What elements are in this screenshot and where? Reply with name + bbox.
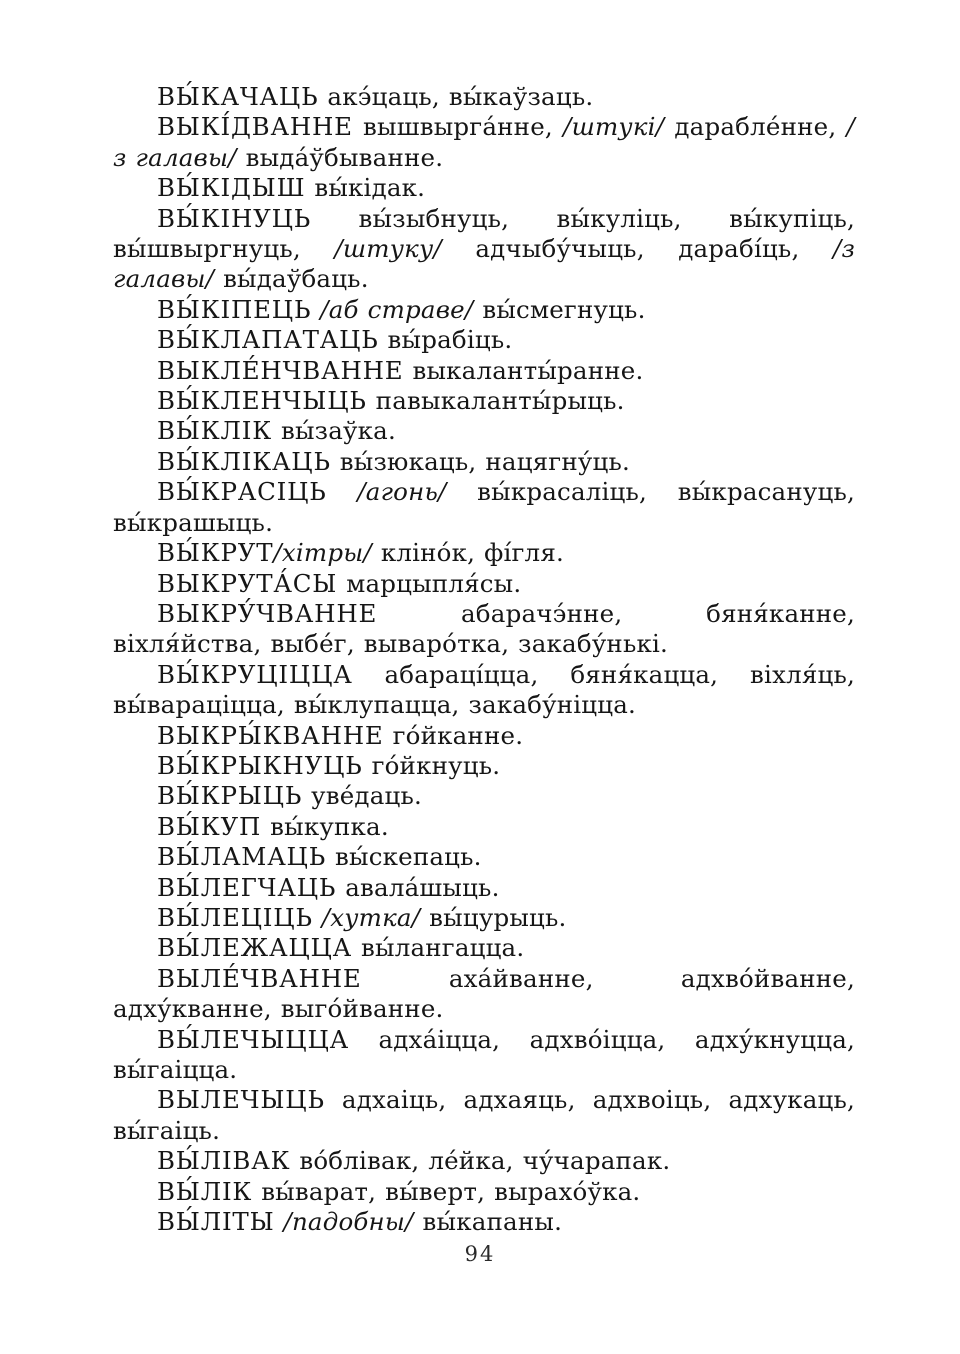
dictionary-entry (113, 873, 855, 903)
dictionary-entry (113, 295, 855, 325)
dictionary-entry (113, 599, 855, 660)
entry-headword: ВЫ́КРУЦІЦЦА (157, 659, 353, 689)
entry-gloss: марцыпля́сы. (337, 568, 522, 598)
entry-qualifier: /штуку/ (334, 234, 442, 264)
entry-gloss: адха́іцца, адхво́іцца, адху́кнуцца, вы́гаіцца. (113, 1024, 855, 1084)
dictionary-entry (113, 1207, 855, 1237)
dictionary-entry (113, 1025, 855, 1086)
entry-gloss: вы́капаны. (413, 1207, 563, 1237)
entry-gloss: выкаланты́ранне. (403, 355, 644, 385)
entry-headword: ВЫ́КЛІК (157, 416, 272, 446)
dictionary-entry (113, 386, 855, 416)
entry-gloss: вы́скепаць. (326, 842, 482, 872)
dictionary-entry (113, 903, 855, 933)
entry-headword: ВЫЛЕЧЫЦЬ (157, 1085, 325, 1115)
dictionary-entry (113, 204, 855, 295)
dictionary-entry (113, 751, 855, 781)
dictionary-entry (113, 447, 855, 477)
dictionary-entry (113, 416, 855, 446)
entry-qualifier: /з галавы/ (113, 112, 856, 172)
entry-gloss: вы́зюкаць, нацягну́ць. (330, 446, 630, 476)
entry-gloss: во́блівак, ле́йка, чу́чарапак. (290, 1146, 671, 1176)
entry-headword: ВЫ́ЛЕЧЫЦЦА (157, 1024, 349, 1054)
dictionary-entry (113, 721, 855, 751)
entry-headword: ВЫ́КРЫЦЬ (157, 781, 303, 811)
entry-gloss: вы́рабіць. (378, 325, 513, 355)
entry-gloss: павыкаланты́рыць. (366, 386, 625, 416)
entry-qualifier: /хутка/ (321, 902, 421, 932)
entry-gloss: го́йканне. (383, 720, 524, 750)
entry-gloss: вы́варат, вы́верт, вырахо́ўка. (252, 1176, 641, 1206)
entry-gloss: авала́шыць. (336, 872, 500, 902)
entry-qualifier: /штукі/ (563, 112, 665, 142)
dictionary-entry (113, 112, 855, 173)
entry-headword: ВЫКЛЕ́НЧВАННЕ (157, 355, 404, 385)
entry-headword: ВЫ́КІНУЦЬ (157, 203, 312, 233)
entry-headword: ВЫ́КЛЕНЧЫЦЬ (157, 386, 367, 416)
dictionary-entry (113, 356, 855, 386)
entry-headword: ВЫ́КРЫКНУЦЬ (157, 750, 363, 780)
page-footer (0, 1242, 960, 1266)
entry-headword: ВЫКРЫ́КВАННЕ (157, 720, 384, 750)
entry-gloss: вы́лангацца. (352, 933, 525, 963)
entry-headword: ВЫКРУ́ЧВАННЕ (157, 598, 378, 628)
entry-gloss: аха́йванне, адхво́йванне, адху́кванне, выго́йванне. (113, 963, 855, 1024)
entry-gloss: абараці́цца, бяня́кацца, віхля́ць, вы́вараціцца, вы́клупацца, закабу́ніцца. (113, 659, 855, 720)
entry-headword: ВЫКРУТА́СЫ (157, 568, 338, 598)
entry-qualifier: /хітры/ (273, 538, 372, 568)
entry-headword: ВЫ́КІДЫШ (157, 173, 306, 203)
entry-headword: ВЫ́КЛІКАЦЬ (157, 446, 331, 476)
dictionary-entry (113, 538, 855, 568)
entry-headword: ВЫ́ЛІК (157, 1176, 253, 1206)
entry-headword: ВЫ́КРАСІЦЬ (157, 477, 327, 507)
entry-gloss: вы́цурыць. (420, 902, 567, 932)
dictionary-entry (113, 325, 855, 355)
entry-headword: ВЫ́КІПЕЦЬ (157, 294, 312, 324)
dictionary-entries (113, 82, 855, 1237)
dictionary-entry (113, 82, 855, 112)
entry-gloss: вы́купка. (261, 811, 389, 841)
entry-gloss: вышвырга́нне, (352, 112, 564, 142)
page-number: 94 (464, 1242, 496, 1266)
entry-qualifier: /аб страве/ (320, 294, 474, 324)
entry-headword: ВЫ́КАЧАЦЬ (157, 82, 319, 111)
entry-headword: ВЫ́КРУТ (157, 538, 274, 568)
entry-gloss: вы́зыбнуць, вы́куліць, вы́купіць, вы́швыргнуць, (113, 203, 855, 264)
dictionary-entry (113, 781, 855, 811)
entry-headword: ВЫКІ́ДВАННЕ (157, 112, 353, 142)
entry-gloss (311, 295, 320, 324)
entry-gloss: адчыбу́чыць, дарабі́ць, (441, 234, 833, 264)
entry-gloss: выда́ўбыванне. (236, 142, 444, 172)
entry-headword: ВЫ́ЛІВАК (157, 1146, 291, 1176)
entry-gloss: кліно́к, фі́гля. (371, 538, 564, 568)
entry-headword: ВЫ́КЛАПАТАЦЬ (157, 325, 379, 355)
entry-gloss (327, 477, 358, 506)
dictionary-entry (113, 477, 855, 538)
entry-gloss: го́йкнуць. (362, 750, 501, 780)
dictionary-entry (113, 173, 855, 203)
entry-headword: ВЫ́ЛЕЖАЦЦА (157, 933, 353, 963)
entry-headword: ВЫ́КУП (157, 811, 262, 841)
entry-gloss: вы́даўбаць. (214, 264, 369, 294)
entry-headword: ВЫ́ЛАМАЦЬ (157, 842, 327, 872)
dictionary-entry (113, 964, 855, 1025)
dictionary-entry (113, 660, 855, 721)
entry-headword: ВЫ́ЛІТЫ (157, 1207, 275, 1237)
dictionary-entry (113, 1177, 855, 1207)
entry-gloss: вы́смегнуць. (473, 294, 646, 324)
entry-headword: ВЫЛЕ́ЧВАННЕ (157, 963, 362, 993)
entry-gloss: вы́красаліць, вы́красануць, вы́крашыць. (113, 477, 855, 537)
entry-qualifier: /падобны/ (283, 1207, 414, 1237)
entry-gloss: уве́даць. (302, 781, 423, 811)
dictionary-entry (113, 933, 855, 963)
dictionary-entry (113, 1085, 855, 1146)
entry-gloss (313, 903, 322, 932)
dictionary-entry (113, 1146, 855, 1176)
entry-qualifier: /з галавы/ (113, 234, 856, 294)
entry-qualifier: /агонь/ (357, 477, 447, 507)
dictionary-entry (113, 569, 855, 599)
entry-gloss: абарачэ́нне, бяня́канне, віхля́йства, выбе́г, вываро́тка, закабу́нькі. (113, 598, 855, 659)
dictionary-entry (113, 812, 855, 842)
entry-gloss: акэ́цаць, вы́каўзаць. (318, 82, 594, 111)
dictionary-entry (113, 842, 855, 872)
entry-headword: ВЫ́ЛЕГЧАЦЬ (157, 872, 337, 902)
entry-headword: ВЫ́ЛЕЦІЦЬ (157, 902, 313, 932)
entry-gloss: адхаіць, адхаяць, адхвоіць, адхукаць, вы́гаіць. (113, 1085, 855, 1145)
entry-gloss: вы́заўка. (271, 416, 396, 446)
entry-gloss: вы́кідак. (305, 173, 426, 203)
entry-gloss: дарабле́нне, (664, 112, 847, 142)
